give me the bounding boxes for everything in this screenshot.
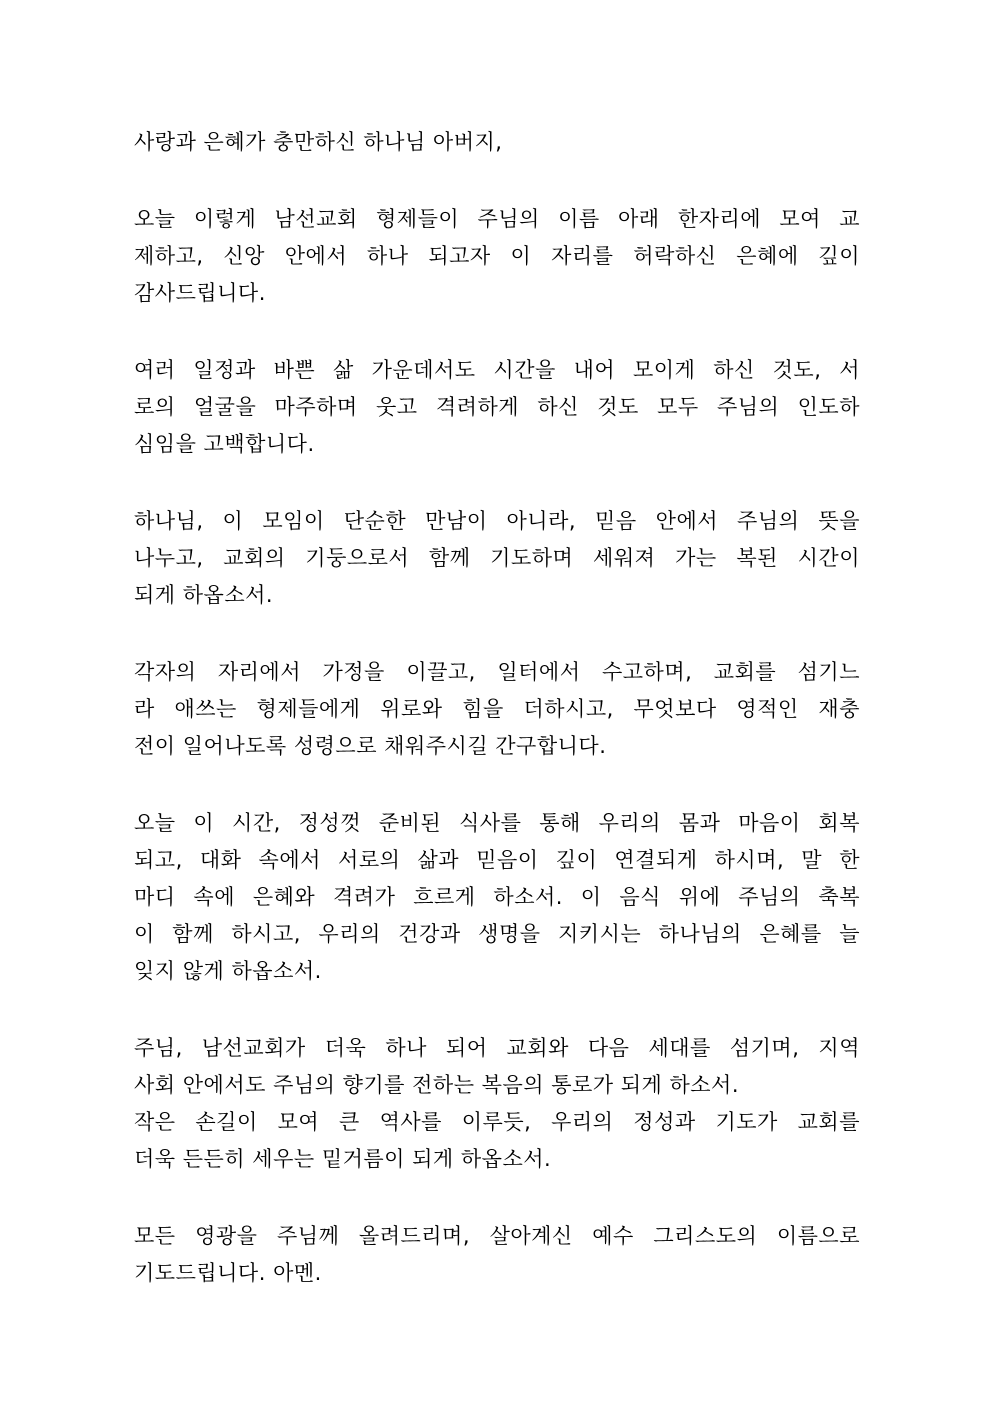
- prayer-text: [134, 124, 860, 1292]
- text-line: 모든 영광을 주님께 올려드리며, 살아계신 예수 그리스도의 이름으로: [134, 1224, 860, 1248]
- text-line: 심임을 고백합니다.: [134, 432, 315, 456]
- paragraph-mission: [134, 1030, 860, 1178]
- text-line: 잊지 않게 하옵소서.: [134, 959, 322, 983]
- paragraph-confession: [134, 352, 860, 463]
- text-line: 오늘 이 시간, 정성껏 준비된 식사를 통해 우리의 몸과 마음이 회복: [134, 811, 860, 835]
- text-line: 여러 일정과 바쁜 삶 가운데서도 시간을 내어 모이게 하신 것도, 서: [134, 358, 860, 382]
- text-line: 라 애쓰는 형제들에게 위로와 힘을 더하시고, 무엇보다 영적인 재충: [134, 697, 860, 721]
- text-line: 감사드립니다.: [134, 281, 266, 305]
- text-line: 주님, 남선교회가 더욱 하나 되어 교회와 다음 세대를 섬기며, 지역: [134, 1036, 860, 1060]
- text-line: 작은 손길이 모여 큰 역사를 이루듯, 우리의 정성과 기도가 교회를: [134, 1110, 860, 1134]
- paragraph-closing: [134, 1218, 860, 1292]
- text-line: 각자의 자리에서 가정을 이끌고, 일터에서 수고하며, 교회를 섬기느: [134, 660, 860, 684]
- text-line: 로의 얼굴을 마주하며 웃고 격려하게 하신 것도 모두 주님의 인도하: [134, 395, 860, 419]
- paragraph-meal: [134, 805, 860, 990]
- text-line: 전이 일어나도록 성령으로 채워주시길 간구합니다.: [134, 734, 607, 758]
- paragraph-brothers: [134, 654, 860, 765]
- text-line: 기도드립니다. 아멘.: [134, 1261, 322, 1285]
- text-line: 이 함께 하시고, 우리의 건강과 생명을 지키시는 하나님의 은혜를 늘: [134, 922, 860, 946]
- text-line: 더욱 든든히 세우는 밑거름이 되게 하옵소서.: [134, 1147, 552, 1171]
- text-line: 되고, 대화 속에서 서로의 삶과 믿음이 깊이 연결되게 하시며, 말 한: [134, 848, 860, 872]
- text-line: 오늘 이렇게 남선교회 형제들이 주님의 이름 아래 한자리에 모여 교: [134, 207, 860, 231]
- text-line: 하나님, 이 모임이 단순한 만남이 아니라, 믿음 안에서 주님의 뜻을: [134, 509, 860, 533]
- paragraph-meeting: [134, 503, 860, 614]
- paragraph-thanks: [134, 201, 860, 312]
- text-line: 사랑과 은혜가 충만하신 하나님 아버지,: [134, 130, 503, 154]
- text-line: 나누고, 교회의 기둥으로서 함께 기도하며 세워져 가는 복된 시간이: [134, 546, 860, 570]
- text-line: 사회 안에서도 주님의 향기를 전하는 복음의 통로가 되게 하소서.: [134, 1073, 740, 1097]
- text-line: 되게 하옵소서.: [134, 583, 274, 607]
- paragraph-greeting: [134, 124, 860, 161]
- text-line: 제하고, 신앙 안에서 하나 되고자 이 자리를 허락하신 은혜에 깊이: [134, 244, 860, 268]
- text-line: 마디 속에 은혜와 격려가 흐르게 하소서. 이 음식 위에 주님의 축복: [134, 885, 860, 909]
